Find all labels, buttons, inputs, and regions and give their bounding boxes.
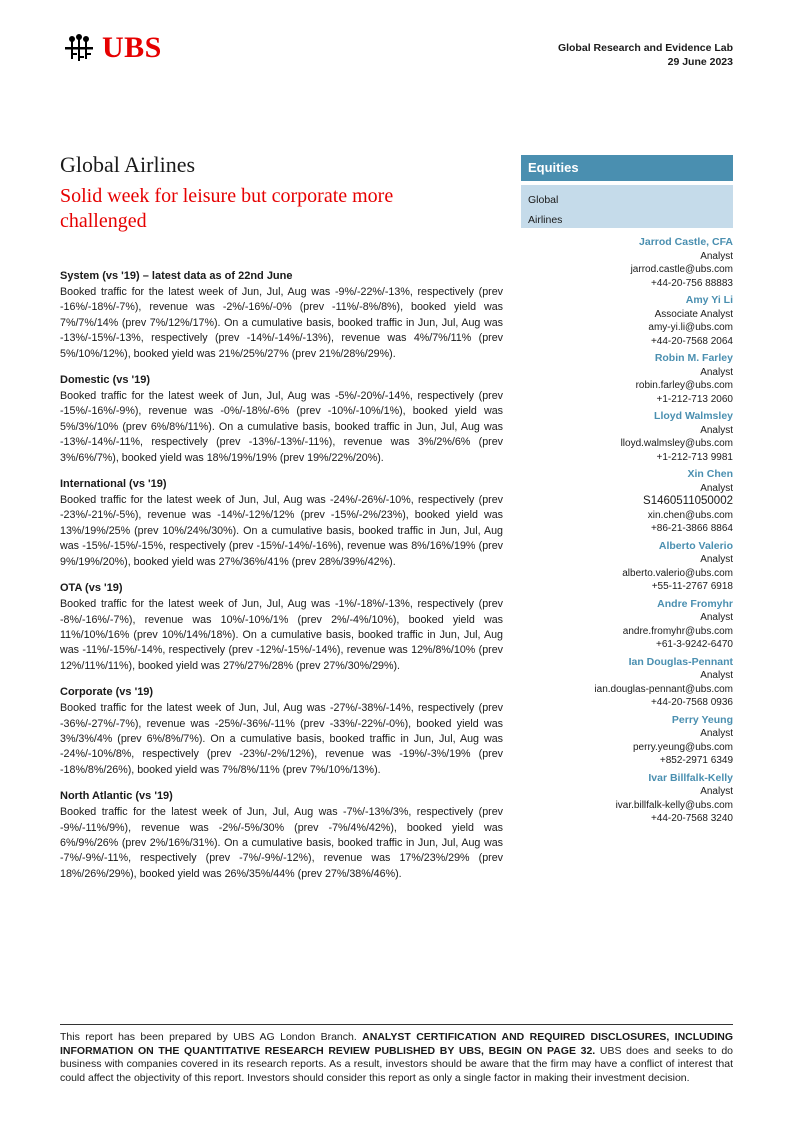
section-paragraph: Booked traffic for the latest week of Jun, Jul, Aug was -27%/-38%/-14%, respectively (prev -36%/-27%/-7%), revenue was -25%/-36%/-11% (prev -33%/-22%/-0%), booked yield was 3%/3%/4% (prev 6%/8%/7%). On a cumulative basis, booked traffic in Jun, Jul, Aug was -24%/-10%/8%, respectively (prev -23%/-2%/12%), revenue was -19%/-3%/19% (prev -18%/8%/26%), booked yield was 7%/8%/11% (prev 7%/10%/13%). <box>60 702 503 776</box>
analyst-phone: +55-11-2767 6918 <box>651 581 733 592</box>
analyst-email[interactable]: perry.yeung@ubs.com <box>632 741 733 753</box>
analyst-entry <box>473 656 733 710</box>
analyst-entry <box>473 468 733 536</box>
analyst-email[interactable]: andre.fromyhr@ubs.com <box>622 625 733 637</box>
section-north-atlantic <box>60 789 503 882</box>
research-unit: Global Research and Evidence Lab <box>557 42 733 54</box>
analyst-email[interactable]: ivar.billfalk-kelly@ubs.com <box>615 799 733 811</box>
footer-divider <box>60 1024 733 1025</box>
analyst-email[interactable]: amy-yi.li@ubs.com <box>648 322 733 333</box>
page-subtitle: Solid week for leisure but corporate more challenged <box>60 185 394 232</box>
analyst-name: Ivar Billfalk-Kelly <box>648 771 733 784</box>
analyst-entry <box>473 714 733 768</box>
section-ota <box>60 581 503 674</box>
section-corporate <box>60 685 503 778</box>
analyst-phone: +852-2971 6349 <box>659 755 733 766</box>
analyst-role: Analyst <box>700 786 733 797</box>
analyst-name: Ian Douglas-Pennant <box>628 655 733 668</box>
section-heading: North Atlantic (vs '19) <box>60 790 173 803</box>
section-domestic <box>60 373 503 466</box>
analyst-name: Lloyd Walmsley <box>654 410 733 422</box>
analyst-list <box>473 236 733 830</box>
footer-disclaimer: UBS does and seeks to do business with companies covered in its research reports. As a result, investors should be aware that the firm may have a conflict of interest that could affect the objectivity of this report. Investors should consider this report as only a single factor in making their investment decision. <box>60 1044 733 1084</box>
footer-certification: ANALYST CERTIFICATION AND REQUIRED DISCLOSURES, INCLUDING INFORMATION ON THE QUANTITATIVE RESEARCH REVIEW PUBLISHED BY UBS, BEGIN ON PAGE 32. <box>60 1031 733 1057</box>
section-international <box>60 477 503 570</box>
section-paragraph: Booked traffic for the latest week of Jun, Jul, Aug was -24%/-26%/-10%, respectively (prev -23%/-21%/-5%), revenue was -14%/-12%/12% (prev -15%/-2%/23%), booked yield was 13%/19%/25% (prev 10%/24%/30%). On a cumulative basis, booked traffic in Jun, Jul, Aug was -15%/-15%/-15%, respectively (prev -15%/-14%/-16%), revenue was 8%/16%/19% (prev 9%/19%/20%), booked yield was 27%/36%/41% (prev 28%/39%/42%). <box>60 494 503 568</box>
section-heading: International (vs '19) <box>60 478 167 491</box>
analyst-role: Analyst <box>700 670 733 681</box>
analyst-role: Analyst <box>700 366 733 378</box>
analyst-phone: +44-20-7568 0936 <box>650 697 733 708</box>
analyst-entry <box>473 598 733 652</box>
analyst-name: Perry Yeung <box>671 713 733 726</box>
section-heading: Corporate (vs '19) <box>60 686 154 699</box>
analyst-phone: +44-20-7568 3240 <box>650 813 733 824</box>
analyst-email[interactable]: jarrod.castle@ubs.com <box>630 264 733 275</box>
report-header <box>558 41 733 69</box>
analyst-entry <box>473 772 733 826</box>
analyst-role: Analyst <box>700 482 733 494</box>
analyst-phone: +44-20-756 88883 <box>650 277 733 289</box>
analyst-entry <box>473 540 733 594</box>
analyst-email[interactable]: ian.douglas-pennant@ubs.com <box>594 683 733 695</box>
analyst-phone: +61-3-9242-6470 <box>655 639 733 650</box>
analyst-role: Analyst <box>700 250 733 262</box>
analyst-entry <box>473 410 733 464</box>
analyst-id: S1460511050002 <box>643 495 733 507</box>
analyst-role: Analyst <box>700 554 733 565</box>
category-sector: Airlines <box>528 214 563 226</box>
logo-text: UBS <box>102 31 162 64</box>
report-date: 29 June 2023 <box>667 56 733 68</box>
analyst-role: Analyst <box>700 612 733 623</box>
analyst-role: Analyst <box>700 728 733 739</box>
section-heading: Domestic (vs '19) <box>60 374 151 387</box>
analyst-name: Amy Yi Li <box>685 294 733 306</box>
category-region: Global <box>528 194 559 206</box>
section-paragraph: Booked traffic for the latest week of Jun, Jul, Aug was -7%/-13%/3%, respectively (prev -9%/-11%/9%), revenue was -2%/-5%/30% (prev -7%/4%/42%), booked yield was 6%/9%/26% (prev 2%/16%/31%). On a cumulative basis, booked traffic in Jun, Jul, Aug was -7%/-9%/-11%, respectively (prev -7%/-9%/-12%), revenue was 17%/23%/29% (prev 18%/26%/29%), booked yield was 26%/35%/44% (prev 27%/38%/46%). <box>60 806 503 880</box>
analyst-entry <box>473 294 733 348</box>
analyst-phone: +1-212-713 2060 <box>656 393 733 405</box>
analyst-name: Jarrod Castle, CFA <box>639 236 733 248</box>
section-system <box>60 269 503 362</box>
analyst-role: Associate Analyst <box>654 308 733 320</box>
analyst-email[interactable]: alberto.valerio@ubs.com <box>622 567 733 579</box>
analyst-name: Andre Fromyhr <box>657 597 733 610</box>
analyst-email[interactable]: robin.farley@ubs.com <box>635 380 733 391</box>
analyst-name: Xin Chen <box>687 468 733 480</box>
equities-banner: Equities <box>521 155 733 181</box>
report-body <box>60 269 503 893</box>
analyst-email[interactable]: lloyd.walmsley@ubs.com <box>620 438 733 449</box>
page-title: Global Airlines <box>60 152 196 177</box>
analyst-entry <box>473 352 733 406</box>
section-heading: OTA (vs '19) <box>60 582 123 595</box>
section-heading: System (vs '19) – latest data as of 22nd June <box>60 270 293 282</box>
section-paragraph: Booked traffic for the latest week of Jun, Jul, Aug was -5%/-20%/-14%, respectively (prev -15%/-16%/-9%), revenue was -0%/-18%/-6% (prev -10%/-10%/1%), booked yield was 5%/3%/10% (prev 6%/8%/11%). On a cumulative basis, booked traffic in Jun, Jul, Aug was -13%/-14%/-11%, respectively (prev -13%/-13%/-11%), revenue was 3%/2%/6% (prev 3%/6%/7%), booked yield was 18%/19%/19% (prev 19%/22%/20%). <box>60 390 503 464</box>
analyst-phone: +44-20-7568 2064 <box>650 335 733 347</box>
category-box <box>521 185 733 228</box>
analyst-entry <box>473 236 733 290</box>
keys-logo-icon <box>62 33 96 63</box>
ubs-logo <box>62 31 162 65</box>
analyst-phone: +1-212-713 9981 <box>656 451 733 463</box>
analyst-email[interactable]: xin.chen@ubs.com <box>647 509 733 521</box>
section-paragraph: Booked traffic for the latest week of Jun, Jul, Aug was -9%/-22%/-13%, respectively (prev -16%/-18%/-7%), revenue was -2%/-16%/-0% (prev -11%/-8%/8%), booked yield was 7%/7%/14% (prev 7%/12%/17%). On a cumulative basis, booked traffic in Jun, Jul, Aug was -13%/-15%/-13%, respectively (prev -14%/-14%/-13%), revenue was 4%/7%/11% (prev 5%/10%/12%), booked yield was 21%/25%/27% (prev 21%/28%/29%). <box>60 286 503 360</box>
disclosure-footer <box>60 1031 733 1085</box>
analyst-role: Analyst <box>700 424 733 436</box>
footer-intro: This report has been prepared by UBS AG London Branch. <box>60 1031 363 1043</box>
section-paragraph: Booked traffic for the latest week of Jun, Jul, Aug was -1%/-18%/-13%, respectively (prev -8%/-16%/-7%), revenue was 10%/-10%/1% (prev 2%/-4%/10%), booked yield was 11%/10%/16% (prev 10%/14%/18%). On a cumulative basis, booked traffic in Jun, Jul, Aug was -11%/-15%/-14%, respectively (prev -12%/-15%/-14%), revenue was 12%/8%/10% (prev 12%/11%/11%), booked yield was 27%/27%/28% (prev 27%/30%/29%). <box>60 598 503 672</box>
analyst-name: Robin M. Farley <box>654 352 733 364</box>
analyst-phone: +86-21-3866 8864 <box>650 523 733 534</box>
analyst-name: Alberto Valerio <box>658 539 733 552</box>
